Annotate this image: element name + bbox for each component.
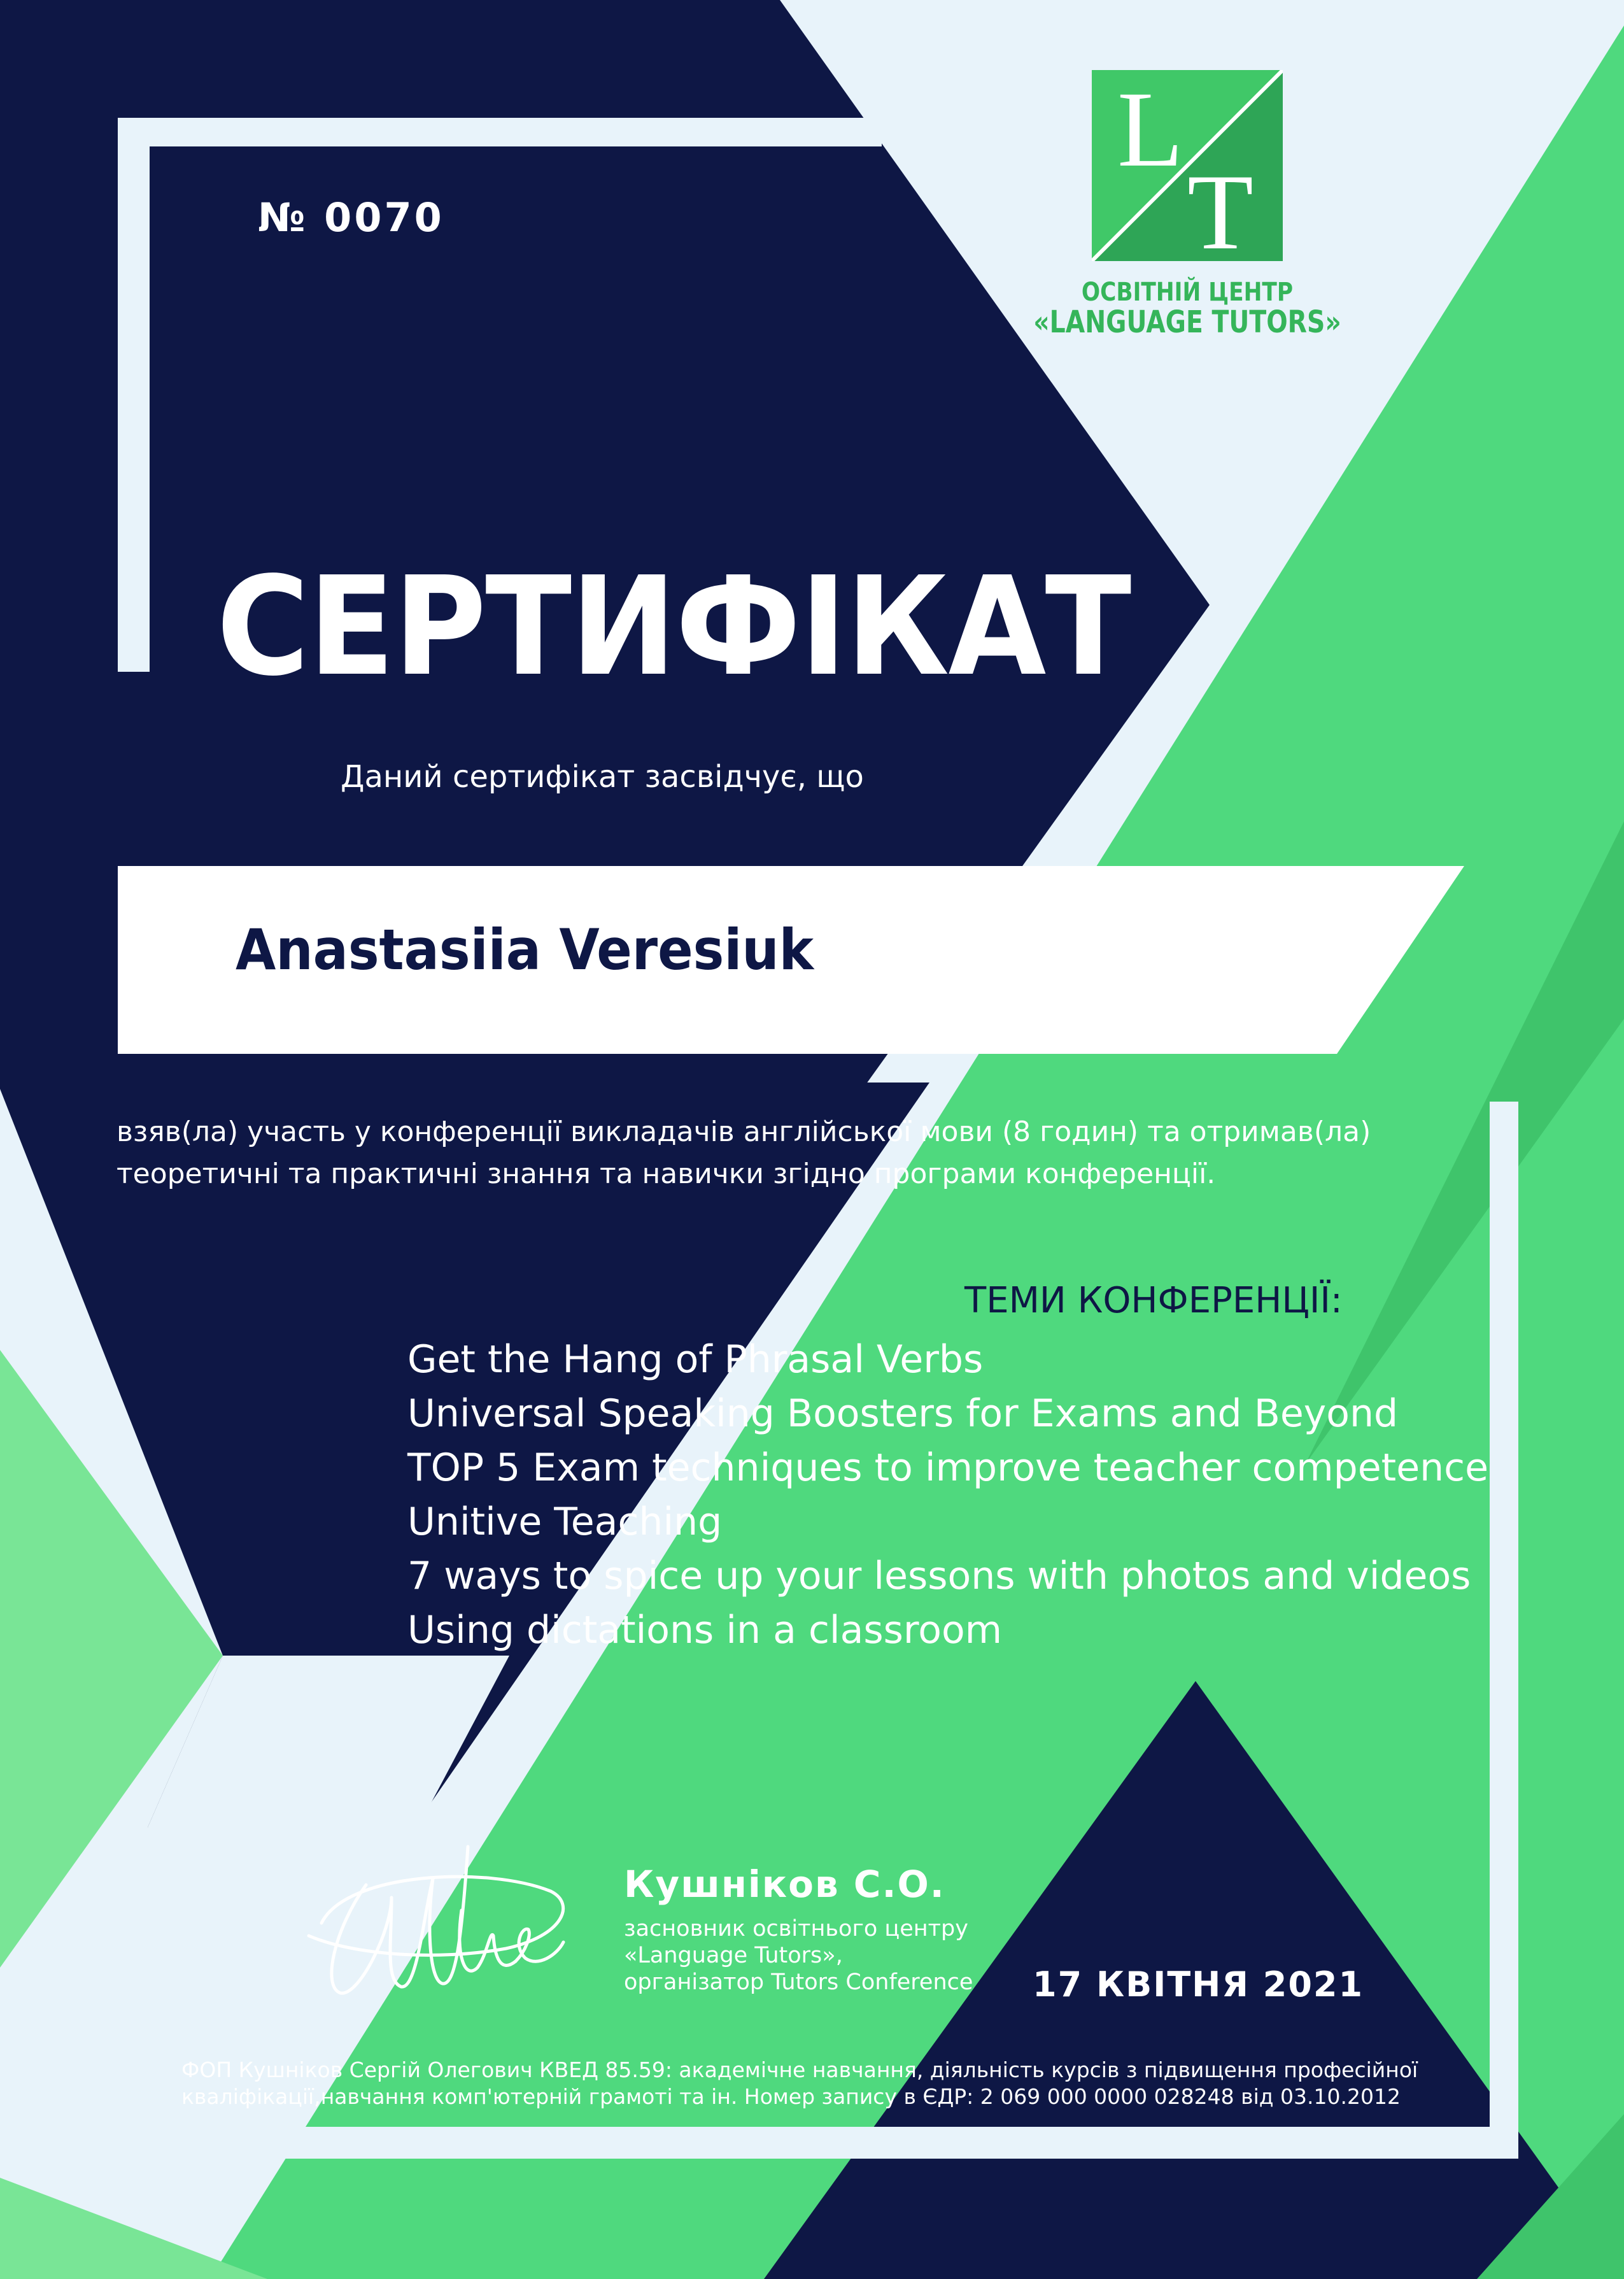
topics-heading: ТЕМИ КОНФЕРЕНЦІЇ: <box>964 1280 1343 1321</box>
legal-footer <box>181 2057 1418 2110</box>
signer-name: Кушніков С.О. <box>624 1863 945 1906</box>
footer-line1: ФОП Кушніков Сергій Олегович КВЕД 85.59: академічне навчання, діяльність курсів з підвищення професійної <box>181 2057 1418 2082</box>
frame-right-vertical <box>1490 1102 1518 2159</box>
certificate-title: СЕРТИФІКАТ <box>216 548 1131 706</box>
certifies-text: Даний сертифікат засвідчує, що <box>341 759 864 795</box>
language-tutors-logo <box>1092 70 1283 261</box>
frame-top-left-horizontal <box>118 118 882 146</box>
logo-caption <box>999 279 1375 339</box>
certificate-number: № 0070 <box>258 194 444 241</box>
signer-role-line1: засновник освітнього центру <box>624 1916 968 1942</box>
topic-item: Get the Hang of Phrasal Verbs <box>407 1337 984 1382</box>
signer-role <box>624 1915 973 1996</box>
logo-letter-l: L <box>1117 70 1183 189</box>
frame-top-left-vertical <box>118 118 150 672</box>
logo-caption-line1: ОСВІТНІЙ ЦЕНТР <box>1081 278 1294 307</box>
topics-list <box>407 1333 1488 1658</box>
participation-line2: теоретичні та практичні знання та навички згідно програми конференції. <box>117 1158 1216 1190</box>
logo-caption-line2: «LANGUAGE TUTORS» <box>1033 304 1341 341</box>
topic-item: Unitive Teaching <box>407 1500 723 1544</box>
signer-role-line2: «Language Tutors», <box>624 1943 843 1968</box>
recipient-name: Anastasiia Veresiuk <box>236 917 814 983</box>
topic-item: Using dictations in a classroom <box>407 1608 1003 1652</box>
topic-item: 7 ways to spice up your lessons with photos and videos <box>407 1554 1471 1598</box>
signer-role-line3: організатор Tutors Conference <box>624 1970 973 1995</box>
logo-letter-t: T <box>1187 152 1253 261</box>
issue-date: 17 КВІТНЯ 2021 <box>1033 1964 1364 2005</box>
topic-item: TOP 5 Exam techniques to improve teacher competence <box>407 1445 1489 1490</box>
participation-text <box>117 1111 1517 1195</box>
topic-item: Universal Speaking Boosters for Exams and Beyond <box>407 1391 1399 1436</box>
participation-line1: взяв(ла) участь у конференції викладачів англійської мови (8 годин) та отримав(ла) <box>117 1116 1371 1148</box>
signature-image <box>296 1834 576 2025</box>
frame-bottom-horizontal <box>83 2127 1518 2159</box>
footer-line2: кваліфікації,навчання комп'ютерній грамоті та ін. Номер запису в ЄДР: 2 069 000 0000 028248 від 03.10.2012 <box>181 2084 1401 2109</box>
